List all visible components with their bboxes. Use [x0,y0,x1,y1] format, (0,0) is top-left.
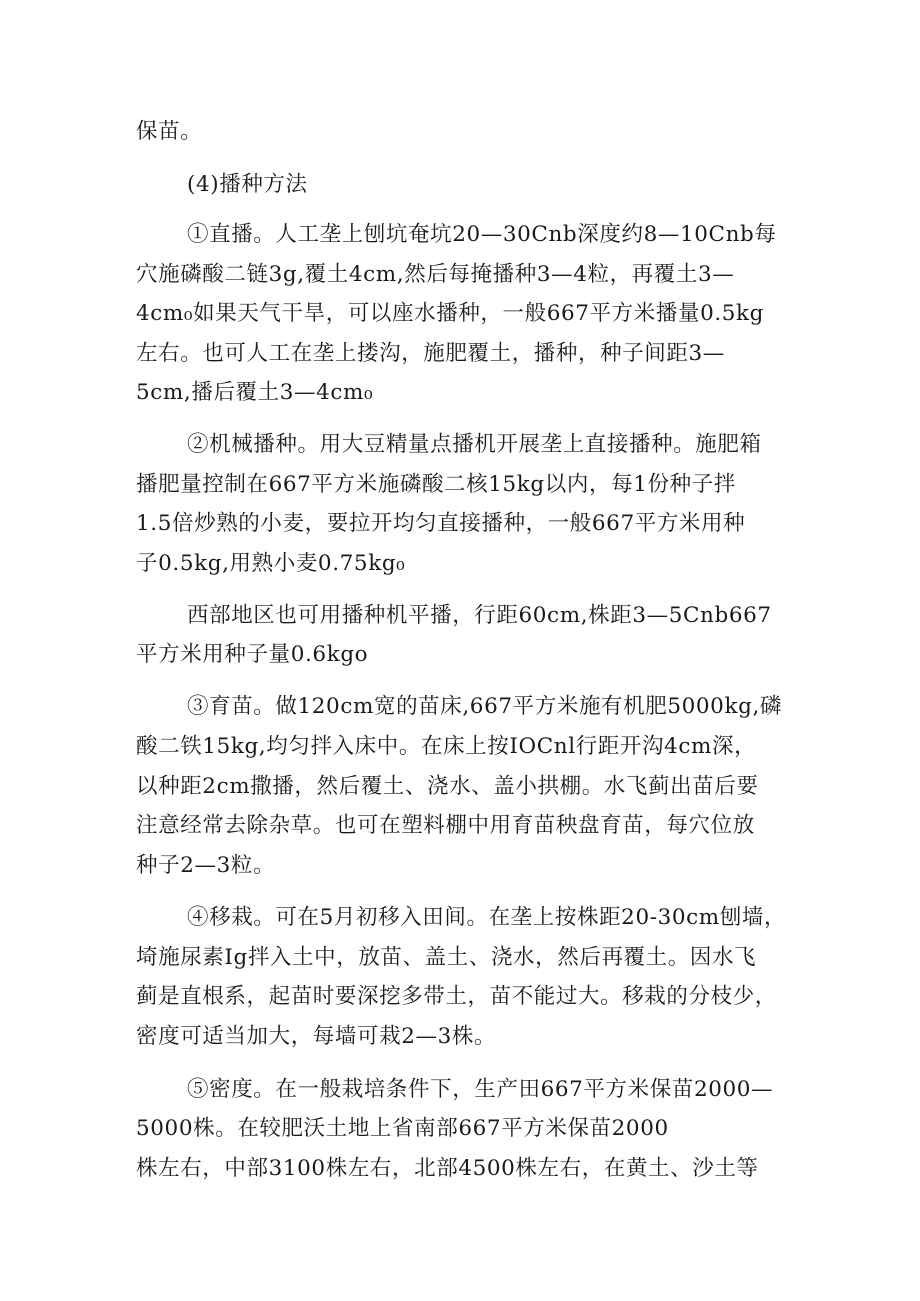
text-line: ③育苗。做120cm宽的苗床,667平方米施有机肥5000kg,磷 [187,694,782,719]
text-line: 密度可适当加大，每墙可栽2—3株。 [136,1024,497,1049]
text-line: ④移栽。可在5月初移入田间。在垄上按株距20-30cm刨墙， [187,905,787,930]
text-line: 蓟是直根系，起苗时要深挖多带土，苗不能过大。移栽的分枝少， [136,984,777,1009]
text-line: 播肥量控制在667平方米施磷酸二核15kg以内，每1份种子拌 [136,472,736,497]
text-line: 子0.5kg,用熟小麦0.75kg₀ [136,551,406,576]
text-line: 西部地区也可用播种机平播，行距60cm,株距3—5Cnb667 [187,603,772,628]
text-line: 注意经常去除杂草。也可在塑料棚中用育苗秧盘育苗，每穴位放 [136,813,755,838]
section-heading: (4)播种方法 [187,172,308,197]
text-line: 穴施磷酸二链3g,覆土4cm,然后每掩播种3—4粒，再覆土3— [136,262,735,287]
text-line: 株左右，中部3100株左右，北部4500株左右，在黄土、沙土等 [136,1156,759,1181]
text-line: ①直播。人工垄上刨坑奄坑20—30Cnb深度约8—10Cnb每 [187,222,777,247]
text-line: 1.5倍炒熟的小麦，要拉开均匀直接播种，一般667平方米用种 [136,511,746,536]
text-line: ②机械播种。用大豆精量点播机开展垄上直接播种。施肥箱 [187,432,762,457]
text-line: 平方米用种子量0.6kgo [136,642,369,667]
text-line: 左右。也可人工在垄上搂沟，施肥覆土，播种，种子间距3— [136,341,725,366]
text-line: ⑤密度。在一般栽培条件下，生产田667平方米保苗2000— [187,1077,774,1102]
text-line: 5cm,播后覆土3—4cm₀ [136,380,374,405]
text-line: 保苗。 [136,119,203,144]
text-line: 酸二铁15kg,均匀拌入床中。在床上按IOCnl行距开沟4cm深， [136,734,757,759]
text-line: 以种距2cm撒播，然后覆土、浇水、盖小拱棚。水飞蓟出苗后要 [136,774,759,799]
text-line: 埼施尿素Ig拌入土中，放苗、盖土、浇水，然后再覆土。因水飞 [136,945,757,970]
text-line: 4cm₀如果天气干旱，可以座水播种，一般667平方米播量0.5kg [136,301,765,326]
text-line: 5000株。在较肥沃土地上省南部667平方米保苗2000 [136,1116,669,1141]
text-line: 种子2—3粒。 [136,853,276,878]
